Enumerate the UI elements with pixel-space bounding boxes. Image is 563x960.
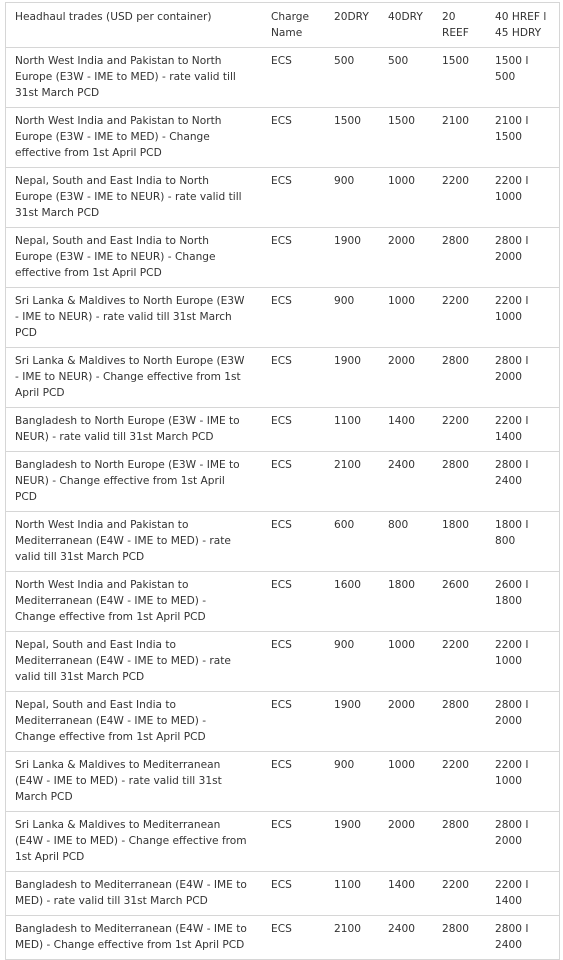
header-charge-name [262, 3, 328, 48]
table-row [6, 48, 559, 108]
cell-40href: 2100 I 1500 [489, 108, 559, 168]
cell-40dry: 1500 [382, 108, 436, 168]
cell-20dry: 1900 [328, 228, 382, 288]
cell-40href: 2200 I 1000 [489, 168, 559, 228]
table-row [6, 348, 559, 408]
cell-20reef: 2200 [436, 408, 489, 452]
cell-charge: ECS [262, 572, 328, 632]
cell-20reef: 2100 [436, 108, 489, 168]
table-row [6, 872, 559, 916]
header-20reef [436, 3, 489, 48]
cell-20reef: 2200 [436, 288, 489, 348]
cell-charge: ECS [262, 48, 328, 108]
cell-20reef: 2200 [436, 632, 489, 692]
cell-20dry: 1100 [328, 872, 382, 916]
cell-40href: 2200 I 1000 [489, 288, 559, 348]
cell-40href: 2200 I 1000 [489, 752, 559, 812]
cell-40href: 2200 I 1000 [489, 632, 559, 692]
cell-40href: 1800 I 800 [489, 512, 559, 572]
cell-20reef: 2600 [436, 572, 489, 632]
cell-charge: ECS [262, 108, 328, 168]
cell-trade: Nepal, South and East India to North Europe (E3W - IME to NEUR) - rate valid till 31st March PCD [6, 168, 262, 228]
cell-charge: ECS [262, 632, 328, 692]
table-row [6, 228, 559, 288]
cell-trade: Nepal, South and East India to Mediterranean (E4W - IME to MED) - rate valid till 31st March PCD [6, 632, 262, 692]
cell-40href: 2200 I 1400 [489, 872, 559, 916]
cell-trade: North West India and Pakistan to North Europe (E3W - IME to MED) - rate valid till 31st March PCD [6, 48, 262, 108]
cell-40dry: 1000 [382, 752, 436, 812]
header-40href-line1: 40 HREF l [495, 11, 547, 23]
cell-40dry: 2000 [382, 348, 436, 408]
cell-20dry: 1600 [328, 572, 382, 632]
header-20reef-line1: 20 [442, 11, 456, 23]
cell-trade: Sri Lanka & Maldives to North Europe (E3W - IME to NEUR) - Change effective from 1st April PCD [6, 348, 262, 408]
cell-trade: Bangladesh to North Europe (E3W - IME to NEUR) - rate valid till 31st March PCD [6, 408, 262, 452]
cell-20dry: 1100 [328, 408, 382, 452]
cell-trade: Sri Lanka & Maldives to Mediterranean (E4W - IME to MED) - Change effective from 1st April PCD [6, 812, 262, 872]
cell-40dry: 1400 [382, 872, 436, 916]
header-40href-45hdry [489, 3, 559, 48]
cell-trade: North West India and Pakistan to North Europe (E3W - IME to MED) - Change effective from 1st April PCD [6, 108, 262, 168]
table-row [6, 108, 559, 168]
cell-20dry: 600 [328, 512, 382, 572]
cell-trade: Bangladesh to Mediterranean (E4W - IME to MED) - rate valid till 31st March PCD [6, 872, 262, 916]
table-row [6, 632, 559, 692]
table-row [6, 512, 559, 572]
cell-20reef: 1800 [436, 512, 489, 572]
cell-20dry: 500 [328, 48, 382, 108]
cell-charge: ECS [262, 692, 328, 752]
cell-20dry: 900 [328, 752, 382, 812]
cell-trade: Nepal, South and East India to Mediterranean (E4W - IME to MED) - Change effective from 1st April PCD [6, 692, 262, 752]
table-row [6, 168, 559, 228]
cell-40dry: 1000 [382, 288, 436, 348]
cell-20reef: 2200 [436, 752, 489, 812]
cell-trade: Sri Lanka & Maldives to Mediterranean (E4W - IME to MED) - rate valid till 31st March PCD [6, 752, 262, 812]
cell-20reef: 2800 [436, 452, 489, 512]
table-row [6, 288, 559, 348]
cell-40href: 2800 I 2000 [489, 812, 559, 872]
cell-20reef: 2800 [442, 923, 469, 935]
cell-40href: 2600 I 1800 [489, 572, 559, 632]
cell-trade: North West India and Pakistan to Mediterranean (E4W - IME to MED) - rate valid till 31st March PCD [6, 512, 262, 572]
cell-40dry: 1000 [382, 168, 436, 228]
cell-20dry: 900 [328, 168, 382, 228]
cell-trade: Bangladesh to Mediterranean (E4W - IME to MED) - Change effective from 1st April PCD [15, 923, 247, 951]
cell-40href: 2800 I 2000 [489, 692, 559, 752]
cell-charge: ECS [262, 512, 328, 572]
table-row [6, 572, 559, 632]
cell-charge: ECS [262, 812, 328, 872]
table-row [6, 452, 559, 512]
cell-trade: Nepal, South and East India to North Europe (E3W - IME to NEUR) - Change effective from 1st April PCD [6, 228, 262, 288]
cell-40dry: 800 [382, 512, 436, 572]
cell-20reef: 2800 [436, 692, 489, 752]
cell-20reef: 1500 [436, 48, 489, 108]
header-trade: Headhaul trades (USD per container) [6, 3, 262, 48]
table-row [6, 752, 559, 812]
cell-20dry: 900 [328, 632, 382, 692]
header-40href-line2: 45 HDRY [495, 27, 542, 39]
cell-20dry: 1900 [328, 348, 382, 408]
cell-trade: Bangladesh to North Europe (E3W - IME to NEUR) - Change effective from 1st April PCD [6, 452, 262, 512]
cell-40dry: 2000 [382, 228, 436, 288]
table-row [6, 408, 559, 452]
cell-20dry: 1900 [328, 692, 382, 752]
header-charge-name-line1: Charge [271, 11, 310, 23]
header-20reef-line2: REEF [442, 27, 469, 39]
cell-charge: ECS [262, 228, 328, 288]
cell-20reef: 2800 [436, 812, 489, 872]
header-charge-name-line2: Name [271, 27, 303, 39]
cell-20reef: 2800 [436, 228, 489, 288]
cell-40dry: 2400 [388, 923, 415, 935]
cell-charge: ECS [271, 923, 292, 935]
cell-charge: ECS [262, 408, 328, 452]
cell-40dry: 500 [382, 48, 436, 108]
cell-40dry: 1400 [382, 408, 436, 452]
cell-40dry: 2000 [382, 692, 436, 752]
cell-40href: 2800 I 2400 [495, 923, 529, 951]
rates-table-container [5, 2, 560, 960]
cell-charge: ECS [262, 752, 328, 812]
header-20dry: 20DRY [328, 3, 382, 48]
cell-trade: Sri Lanka & Maldives to North Europe (E3W - IME to NEUR) - rate valid till 31st March PCD [6, 288, 262, 348]
cell-charge: ECS [262, 168, 328, 228]
header-40dry: 40DRY [382, 3, 436, 48]
cell-20dry: 2100 [334, 923, 361, 935]
cell-20dry: 1500 [328, 108, 382, 168]
cell-20reef: 2200 [436, 872, 489, 916]
cell-40dry: 1000 [382, 632, 436, 692]
table-header-row [6, 3, 559, 48]
cell-40href: 1500 I 500 [489, 48, 559, 108]
cell-40href: 2800 I 2000 [489, 348, 559, 408]
cell-charge: ECS [262, 288, 328, 348]
cell-40href: 2800 I 2000 [489, 228, 559, 288]
table-row [6, 692, 559, 752]
cell-trade: North West India and Pakistan to Mediterranean (E4W - IME to MED) - Change effective from 1st April PCD [6, 572, 262, 632]
table-row [6, 916, 559, 960]
cell-20dry: 1900 [328, 812, 382, 872]
headhaul-rates-table [6, 3, 559, 959]
cell-40dry: 2400 [382, 452, 436, 512]
cell-40href: 2200 I 1400 [489, 408, 559, 452]
cell-40dry: 1800 [382, 572, 436, 632]
cell-charge: ECS [262, 452, 328, 512]
cell-charge: ECS [262, 872, 328, 916]
cell-40dry: 2000 [382, 812, 436, 872]
cell-20dry: 2100 [328, 452, 382, 512]
cell-40href: 2800 I 2400 [489, 452, 559, 512]
cell-20dry: 900 [328, 288, 382, 348]
cell-20reef: 2800 [436, 348, 489, 408]
table-row [6, 812, 559, 872]
cell-charge: ECS [262, 348, 328, 408]
cell-20reef: 2200 [436, 168, 489, 228]
